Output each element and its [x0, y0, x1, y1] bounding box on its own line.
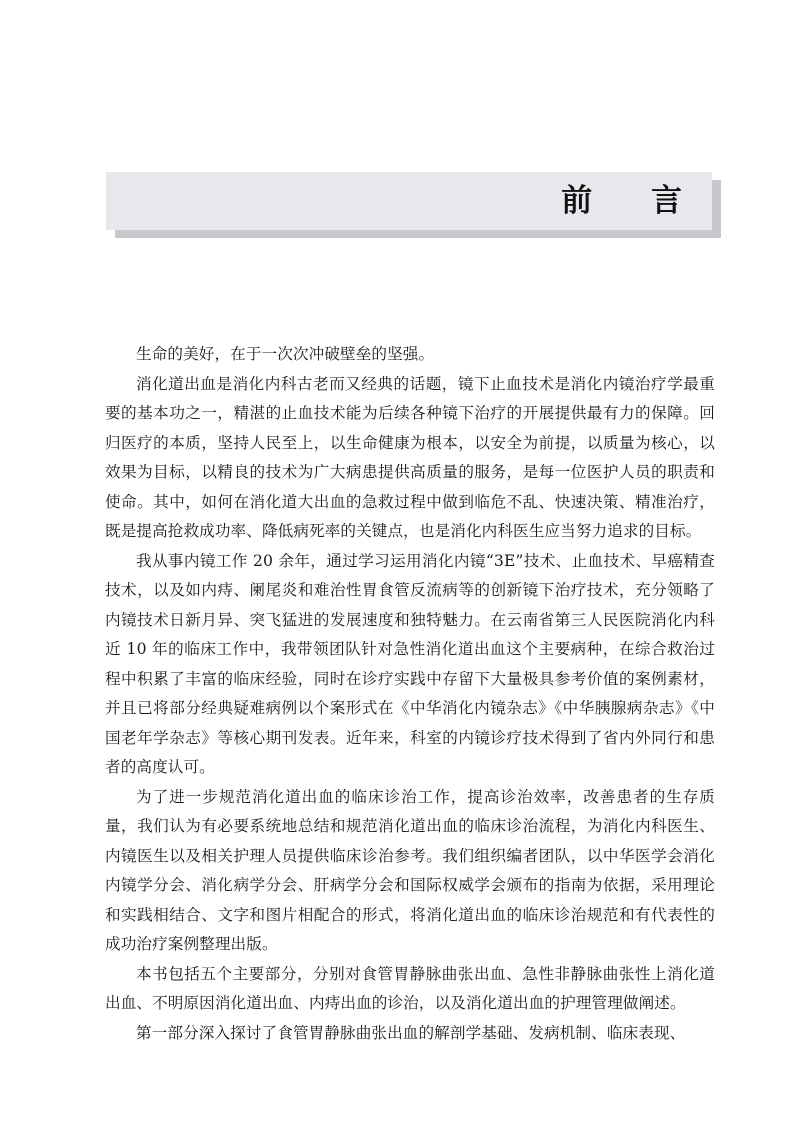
title-banner	[106, 172, 712, 230]
paragraph: 生命的美好，在于一次次冲破壁垒的坚强。	[136, 345, 435, 363]
paragraph: 消化道出血是消化内科古老而又经典的话题，镜下止血技术是消化内镜治疗学最重要的基本功之一，精湛的止血技术能为后续各种镜下治疗的开展提供最有力的保障。回归医疗的本质，坚持人民至上，以生命健康为根本，以安全为前提，以质量为核心，以效果为目标，以精良的技术为广大病患提供高质量的服务，是每一位医护人员的职责和使命。其中，如何在消化道大出血的急救过程中做到临危不乱、快速决策、精准治疗，既是提高抢救成功率、降低病死率的关键点，也是消化内科医生应当努力追求的目标。	[105, 374, 715, 540]
paragraph: 为了进一步规范消化道出血的临床诊治工作，提高诊治效率，改善患者的生存质量，我们认为有必要系统地总结和规范消化道出血的临床诊治流程，为消化内科医生、内镜医生以及相关护理人员提供临床诊治参考。我们组织编者团队，以中华医学会消化内镜学分会、消化病学分会、肝病学分会和国际权威学会颁布的指南为依据，采用理论和实践相结合、文字和图片相配合的形式，将消化道出血的临床诊治规范和有代表性的成功治疗案例整理出版。	[105, 787, 715, 953]
page-title: 前 言	[561, 183, 706, 219]
paragraph: 第一部分深入探讨了食管胃静脉曲张出血的解剖学基础、发病机制、临床表现、	[136, 1023, 686, 1042]
paragraph: 我从事内镜工作 20 余年，通过学习运用消化内镜“3E”技术、止血技术、早癌精查技术，以及如内痔、阑尾炎和难治性胃食管反流病等的创新镜下治疗技术，充分领略了内镜技术日新月异、突飞猛进的发展速度和独特魅力。在云南省第三人民医院消化内科近 10 年的临床工作中，我带领团队针对急性消化道出血这个主要病种，在综合救治过程中积累了丰富的临床经验，同时在诊疗实践中存留下大量极具参考价值的案例素材，并且已将部分经典疑难病例以个案形式在《中华消化内镜杂志》《中华胰腺病杂志》《中国老年学杂志》等核心期刊发表。近年来，科室的内镜诊疗技术得到了省内外同行和患者的高度认可。	[105, 551, 715, 776]
preface-body	[105, 340, 715, 1048]
paragraph: 本书包括五个主要部分，分别对食管胃静脉曲张出血、急性非静脉曲张性上消化道出血、不明原因消化道出血、内痔出血的诊治，以及消化道出血的护理管理做阐述。	[105, 964, 715, 1012]
